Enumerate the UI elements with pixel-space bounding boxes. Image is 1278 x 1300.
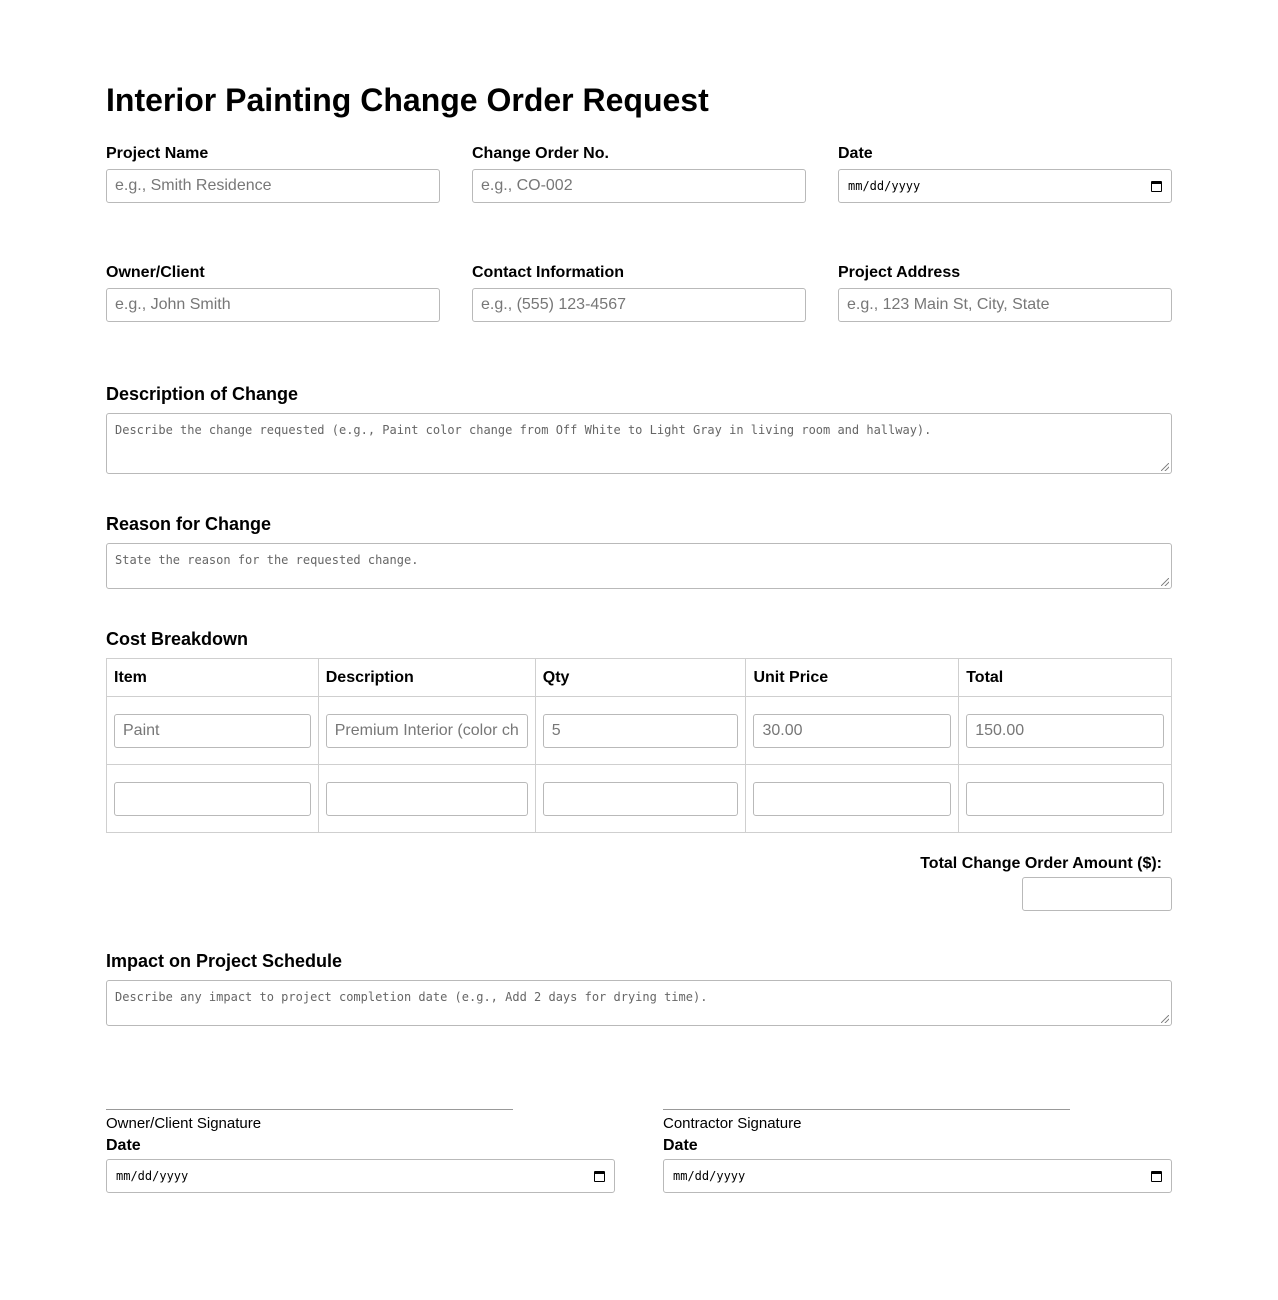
cost-table: [106, 658, 1172, 833]
item-input[interactable]: Paint: [114, 714, 311, 748]
table-row: [107, 697, 1172, 765]
col-header-total: Total: [959, 659, 1172, 697]
form-row-client: [106, 263, 1172, 322]
col-header-qty: Qty: [535, 659, 746, 697]
schedule-placeholder: Describe any impact to project completion date (e.g., Add 2 days for drying time).: [115, 990, 708, 1004]
cost-header-row: [107, 659, 1172, 697]
change-order-no-field: [472, 144, 806, 203]
contractor-date-input[interactable]: [663, 1159, 1172, 1193]
description-placeholder: Describe the change requested (e.g., Paint color change from Off White to Light Gray in living room and hallway).: [115, 423, 932, 437]
project-address-field: [838, 263, 1172, 322]
total-amount-input[interactable]: [1022, 877, 1172, 911]
project-name-field: [106, 144, 440, 203]
unit-price-input[interactable]: 30.00: [753, 714, 951, 748]
calendar-icon[interactable]: [594, 1171, 605, 1182]
owner-date-label: Date: [106, 1137, 141, 1154]
form-row-project: [106, 144, 1172, 203]
date-label: Date: [838, 145, 873, 162]
calendar-icon[interactable]: [1151, 181, 1162, 192]
cost-title: Cost Breakdown: [106, 629, 249, 649]
description-input[interactable]: [326, 782, 528, 816]
resize-grip-icon[interactable]: [1161, 1015, 1169, 1023]
table-row: [107, 765, 1172, 833]
project-address-input[interactable]: e.g., 123 Main St, City, State: [838, 288, 1172, 322]
contractor-date-value: mm/dd/yyyy: [673, 1169, 746, 1183]
table-cell: [318, 765, 535, 833]
table-cell: [535, 765, 746, 833]
unit-price-input[interactable]: [753, 782, 951, 816]
description-input[interactable]: Premium Interior (color ch: [326, 714, 528, 748]
total-input[interactable]: 150.00: [966, 714, 1164, 748]
owner-client-input[interactable]: e.g., John Smith: [106, 288, 440, 322]
date-input[interactable]: [838, 169, 1172, 203]
page-title: Interior Painting Change Order Request: [106, 82, 709, 118]
project-name-label: Project Name: [106, 145, 209, 162]
calendar-icon[interactable]: [1151, 1171, 1162, 1182]
total-input[interactable]: [966, 782, 1164, 816]
change-order-no-input[interactable]: e.g., CO-002: [472, 169, 806, 203]
table-cell: [107, 765, 319, 833]
owner-signature-caption: Owner/Client Signature: [106, 1115, 262, 1132]
change-order-no-label: Change Order No.: [472, 145, 609, 162]
contact-info-input[interactable]: e.g., (555) 123-4567: [472, 288, 806, 322]
contractor-signature-caption: Contractor Signature: [663, 1115, 802, 1132]
description-title: Description of Change: [106, 384, 299, 404]
item-input[interactable]: [114, 782, 311, 816]
project-address-label: Project Address: [838, 264, 961, 281]
resize-grip-icon[interactable]: [1161, 463, 1169, 471]
qty-input[interactable]: 5: [543, 714, 739, 748]
contact-info-label: Contact Information: [472, 264, 624, 281]
reason-placeholder: State the reason for the requested change.: [115, 553, 419, 567]
schedule-textarea[interactable]: [106, 980, 1172, 1026]
table-cell: [746, 765, 959, 833]
contractor-date-label: Date: [663, 1137, 698, 1154]
table-cell: [107, 697, 319, 765]
contact-info-field: [472, 263, 806, 322]
owner-signature-block: [106, 1109, 615, 1193]
col-header-unit-price: Unit Price: [746, 659, 959, 697]
col-header-item: Item: [107, 659, 319, 697]
project-name-input[interactable]: e.g., Smith Residence: [106, 169, 440, 203]
owner-client-label: Owner/Client: [106, 264, 205, 281]
contractor-signature-block: [663, 1109, 1172, 1193]
reason-textarea[interactable]: [106, 543, 1172, 589]
owner-client-field: [106, 263, 440, 322]
table-cell: [959, 697, 1172, 765]
schedule-title: Impact on Project Schedule: [106, 951, 343, 971]
total-amount-label: Total Change Order Amount ($):: [920, 855, 1162, 872]
table-cell: [535, 697, 746, 765]
table-cell: [318, 697, 535, 765]
date-input-value: mm/dd/yyyy: [848, 179, 921, 193]
resize-grip-icon[interactable]: [1161, 578, 1169, 586]
reason-title: Reason for Change: [106, 514, 272, 534]
qty-input[interactable]: [543, 782, 739, 816]
table-cell: [959, 765, 1172, 833]
table-cell: [746, 697, 959, 765]
description-textarea[interactable]: [106, 413, 1172, 474]
date-field: [838, 144, 1172, 203]
owner-date-value: mm/dd/yyyy: [116, 1169, 189, 1183]
col-header-description: Description: [318, 659, 535, 697]
owner-date-input[interactable]: [106, 1159, 615, 1193]
